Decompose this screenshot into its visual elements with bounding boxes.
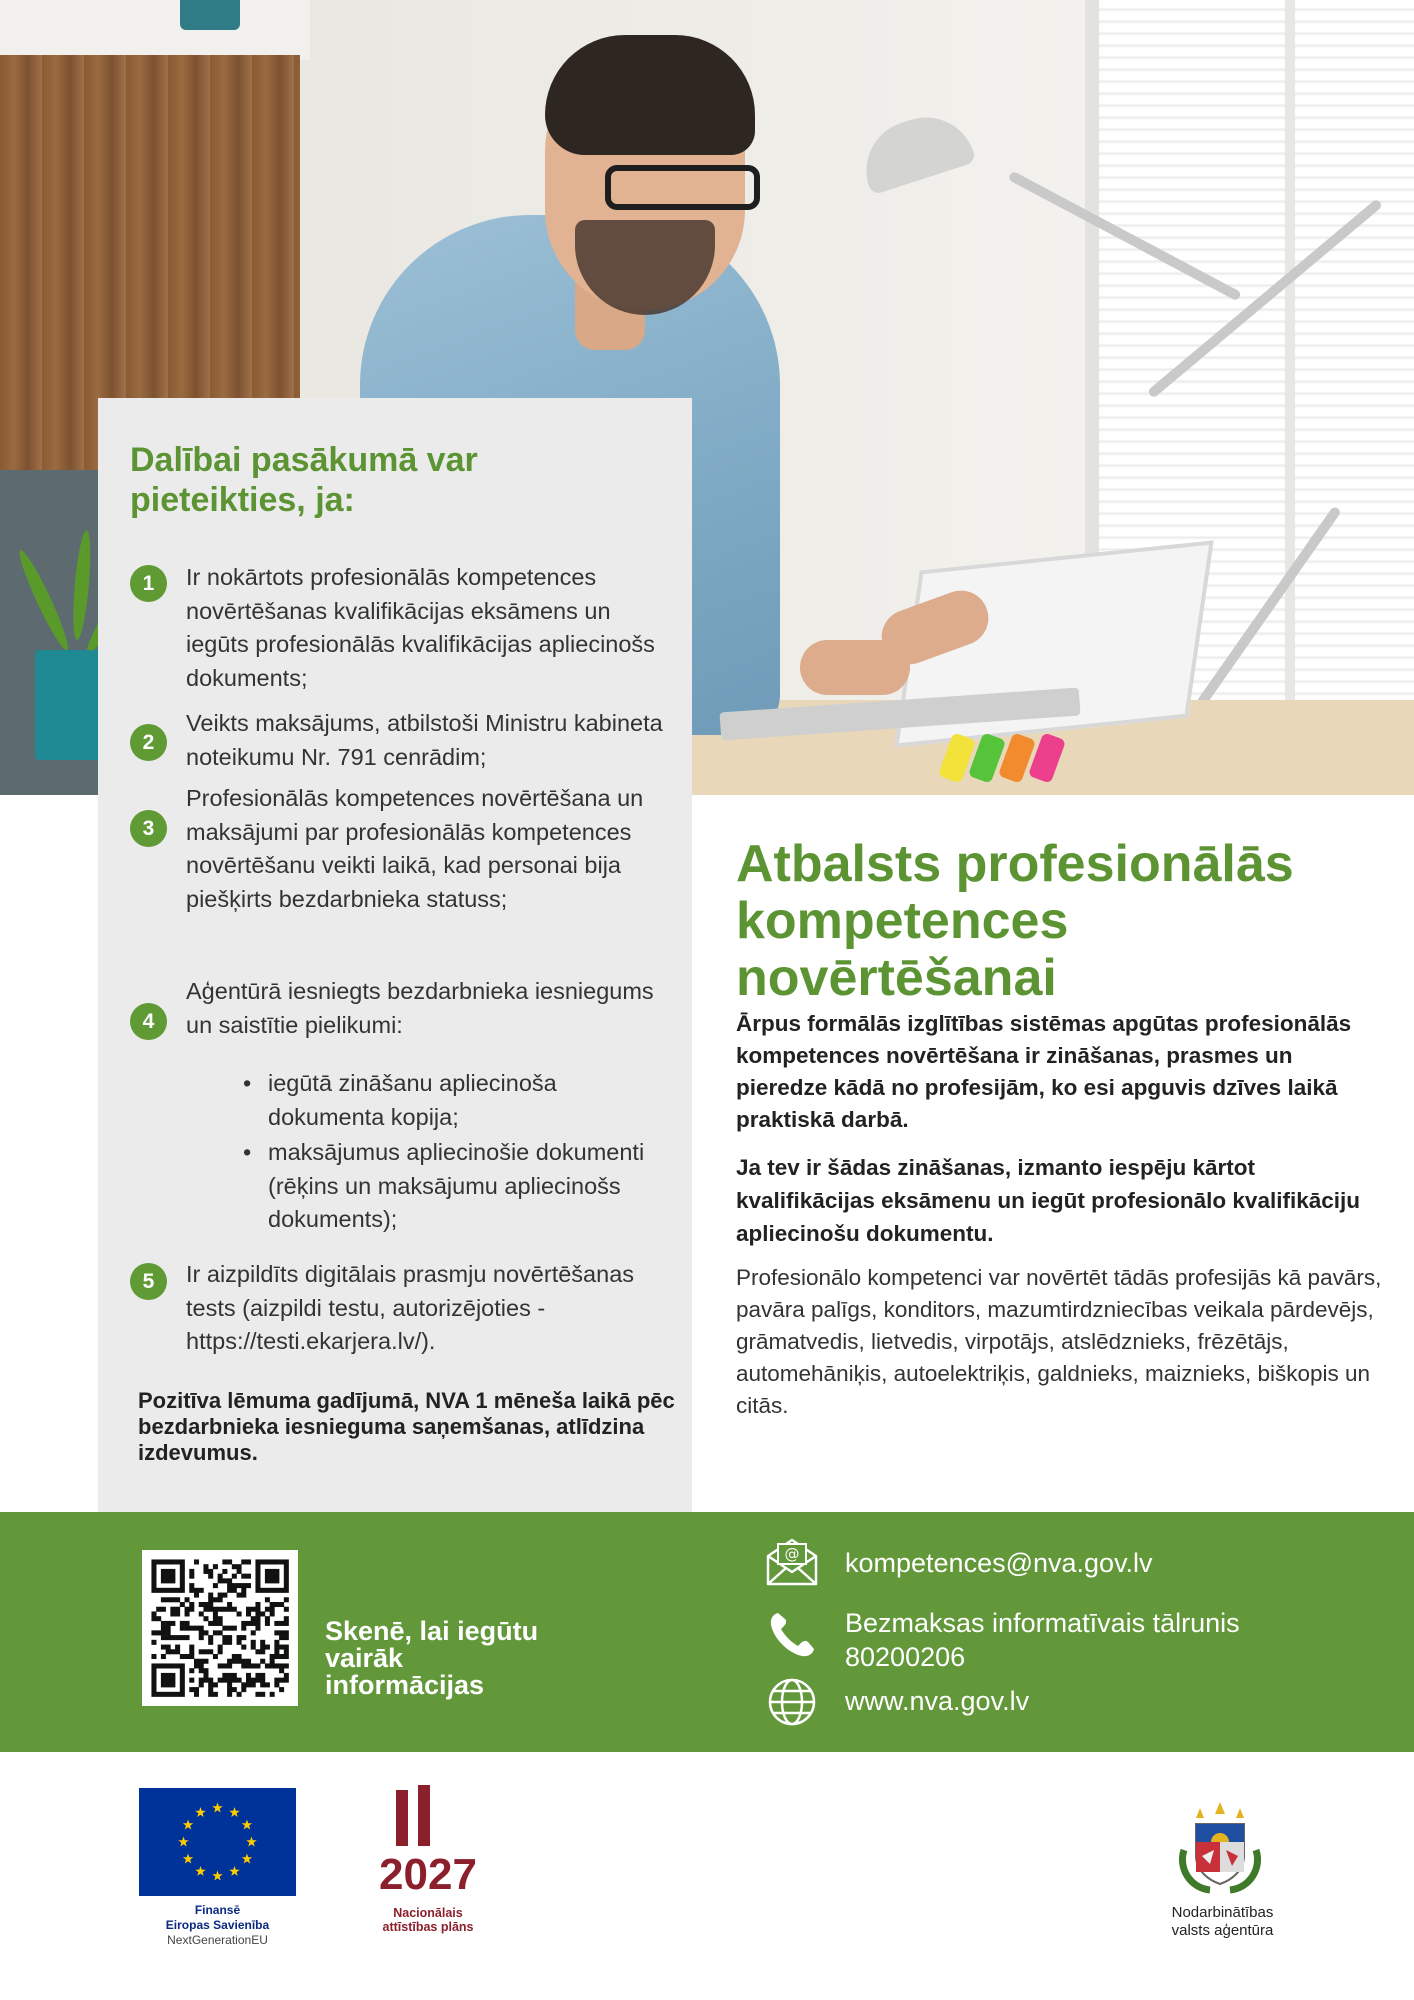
- attachments-list: [243, 1067, 673, 1239]
- phone-icon: [762, 1605, 822, 1665]
- condition-text: Veikts maksājums, atbilstoši Ministru kabineta noteikumu Nr. 791 cenrādim;: [186, 710, 663, 770]
- condition-text: Ir nokārtots profesionālās kompetences novērtēšanas kvalifikācijas eksāmens un iegūts profesionālās kvalifikācijas apliecinošs dokuments;: [186, 564, 655, 691]
- nva-caption: [1150, 1904, 1295, 1940]
- national-plan-caption: [348, 1906, 508, 1934]
- glasses: [605, 165, 760, 210]
- national-plan-logo: [368, 1785, 488, 1895]
- website-link[interactable]: www.nva.gov.lv: [845, 1686, 1030, 1716]
- phone-number[interactable]: 80200206: [845, 1642, 966, 1672]
- eligibility-panel: [98, 398, 692, 1512]
- latvia-coat-of-arms-logo: [1170, 1798, 1270, 1898]
- shelf: [0, 0, 310, 60]
- plan-caption-line: Nacionālais: [393, 1906, 463, 1920]
- list-item: • iegūtā zināšanu apliecinoša dokumenta kopija;: [243, 1067, 673, 1134]
- person-hair: [545, 35, 755, 155]
- globe-icon: [762, 1672, 822, 1732]
- condition-text: Aģentūrā iesniegts bezdarbnieka iesniegums un saistītie pielikumi:: [186, 978, 654, 1038]
- condition-text: Ir aizpildīts digitālais prasmju novērtēšanas tests (aizpildi testu, autorizējoties - https://testi.ekarjera.lv/).: [186, 1261, 635, 1354]
- page-title: Atbalsts profesionālās kompetences novērtēšanai: [736, 835, 1294, 1007]
- eu-caption-line: NextGenerationEU: [167, 1933, 268, 1947]
- qr-code[interactable]: [142, 1550, 298, 1706]
- eligibility-title: Dalībai pasākumā var pieteikties, ja:: [130, 441, 478, 519]
- eu-funding-caption: [139, 1903, 296, 1948]
- vase: [180, 0, 240, 30]
- condition-text: Profesionālās kompetences novērtēšana un maksājumi par profesionālās kompetences novērtēšanu veikti laikā, kad personai bija piešķirts bezdarbnieka statuss;: [186, 785, 644, 912]
- svg-text:@: @: [784, 1545, 800, 1563]
- eu-caption-line: Eiropas Savienība: [165, 1918, 270, 1932]
- professions-paragraph: Profesionālo kompetenci var novērtēt tādās profesijās kā pavārs, pavāra palīgs, konditors, mazumtirdzniecības veikala pārdevējs, grāmatvedis, lietvedis, virpotājs, atslēdznieks, frēzētājs, automehāniķis, autoelektriķis, galdnieks, maiznieks, biškopis un citās.: [736, 1265, 1382, 1418]
- plan-year: 2027: [379, 1850, 477, 1895]
- condition-number-badge: 1: [130, 565, 167, 602]
- contact-band: [0, 1512, 1414, 1752]
- plant-pot: [35, 650, 105, 760]
- reimbursement-note: Pozitīva lēmuma gadījumā, NVA 1 mēneša laikā pēc bezdarbnieka iesnieguma saņemšanas, atlīdzina izdevumus.: [138, 1388, 675, 1465]
- eu-caption-line: Finansē: [194, 1903, 241, 1917]
- condition-number-badge: 3: [130, 810, 167, 847]
- invite-paragraph: Ja tev ir šādas zināšanas, izmanto iespēju kārtot kvalifikācijas eksāmenu un iegūt profesionālo kvalifikāciju apliecinošu dokumentu.: [736, 1155, 1360, 1246]
- intro-paragraph: Ārpus formālās izglītības sistēmas apgūtas profesionālās kompetences novērtēšana ir zināšanas, prasmes un pieredze kādā no profesijām, ko esi apguvis dzīves laikā praktiskā darbā.: [736, 1011, 1352, 1132]
- list-item: • maksājumus apliecinošie dokumenti (rēķins un maksājumu apliecinošs dokuments);: [243, 1136, 673, 1237]
- nva-caption-line: valsts aģentūra: [1171, 1922, 1274, 1939]
- email-link[interactable]: kompetences@nva.gov.lv: [845, 1548, 1153, 1578]
- email-icon: [762, 1532, 822, 1592]
- window-frame: [1285, 0, 1295, 795]
- eu-flag-logo: [139, 1788, 296, 1896]
- condition-number-badge: 4: [130, 1003, 167, 1040]
- phone-label: Bezmaksas informatīvais tālrunis: [845, 1608, 1240, 1638]
- lamp-head: [853, 104, 976, 195]
- condition-number-badge: 2: [130, 724, 167, 761]
- scan-prompt: Skenē, lai iegūtu vairāk informācijas: [325, 1616, 539, 1700]
- condition-number-badge: 5: [130, 1263, 167, 1300]
- plan-caption-line: attīstības plāns: [382, 1920, 474, 1934]
- nva-caption-line: Nodarbinātības: [1171, 1904, 1274, 1921]
